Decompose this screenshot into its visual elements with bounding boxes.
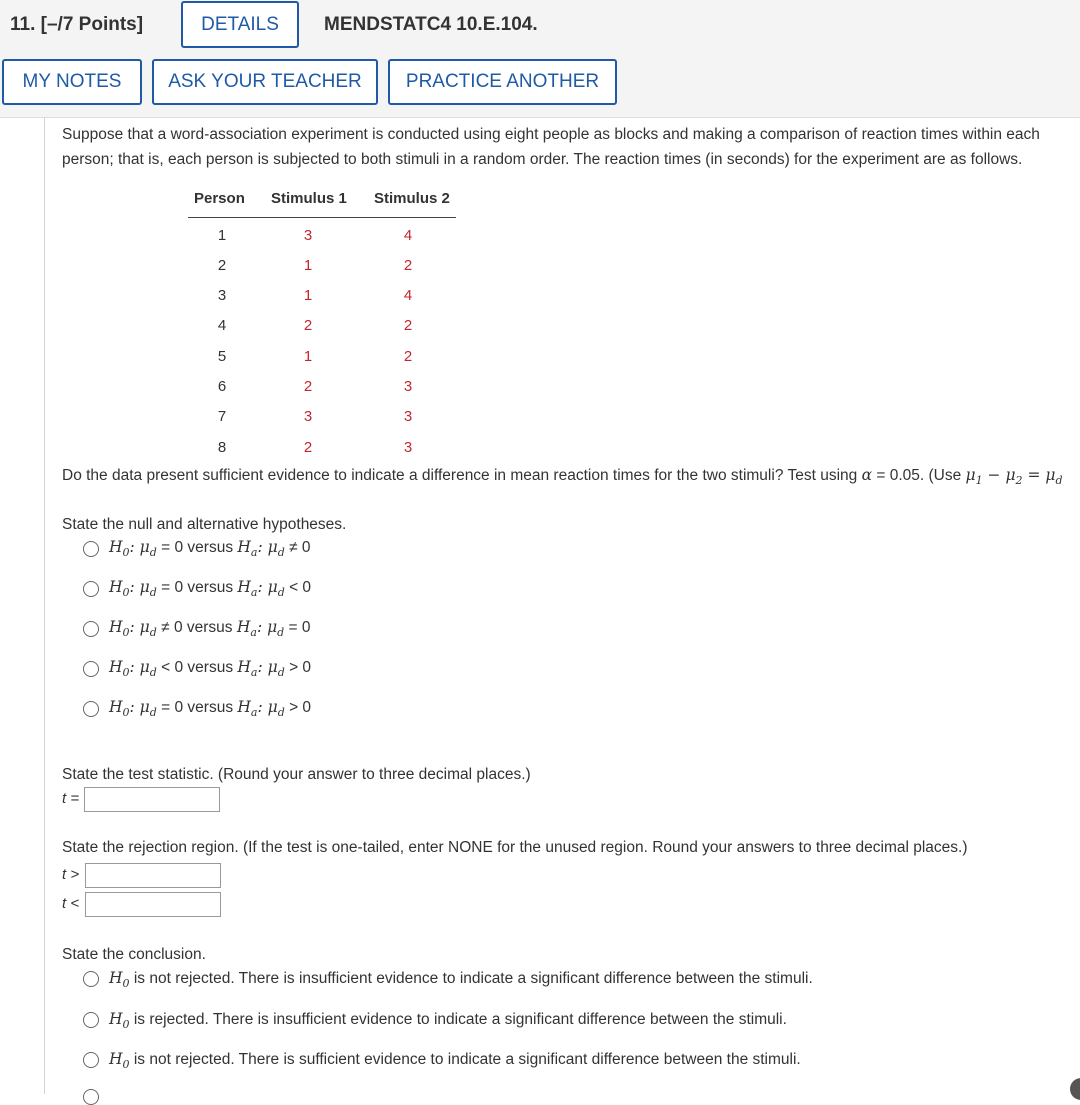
rejection-region-prompt: State the rejection region. (If the test is one-tailed, enter NONE for the unused region. Round your answers to three decimal places.): [62, 839, 968, 856]
hypothesis-option-1[interactable]: $H_0$: $\mu_d = 0$ versus $H_a$: $\mu_d \ne 0$: [109, 538, 311, 560]
hypotheses-prompt: State the null and alternative hypotheses.: [62, 516, 347, 533]
stimulus-2-cell: 2: [403, 317, 413, 334]
stimulus-2-cell: 4: [403, 227, 413, 244]
stimulus-1-cell: 1: [303, 257, 313, 274]
person-cell: 2: [217, 257, 227, 274]
question-header: [0, 0, 1080, 118]
hypothesis-radio-4[interactable]: [83, 661, 99, 677]
person-cell: 7: [217, 408, 227, 425]
t-greater-label: t >: [62, 866, 80, 883]
my-notes-button[interactable]: MY NOTES: [2, 59, 142, 105]
header-stimulus-1: Stimulus 1: [271, 190, 347, 207]
hypothesis-option-3[interactable]: $H_0$: $\mu_d \ne 0$ versus $H_a$: $\mu_d = 0$: [109, 618, 311, 640]
conclusion-option-3[interactable]: $H_0$ is not rejected. There is sufficient evidence to indicate a significant difference between the stimuli.: [109, 1050, 801, 1072]
test-question: Do the data present sufficient evidence to indicate a difference in mean reaction times for the two stimuli? Test using α = 0.05. (Use $\mu_1 - \mu_2 = \mu_d$: [62, 466, 1063, 488]
conclusion-radio-2[interactable]: [83, 1012, 99, 1028]
stimulus-1-cell: 2: [303, 378, 313, 395]
person-cell: 8: [217, 439, 227, 456]
hypothesis-radio-1[interactable]: [83, 541, 99, 557]
conclusion-radio-4[interactable]: [83, 1089, 99, 1105]
stimulus-2-cell: 3: [403, 439, 413, 456]
hypothesis-option-2[interactable]: $H_0$: $\mu_d = 0$ versus $H_a$: $\mu_d < 0$: [109, 578, 312, 600]
rejection-upper-input[interactable]: [85, 863, 221, 888]
rejection-lower-input[interactable]: [85, 892, 221, 917]
hypothesis-option-5[interactable]: $H_0$: $\mu_d = 0$ versus $H_a$: $\mu_d > 0$: [109, 698, 312, 720]
details-button[interactable]: DETAILS: [181, 1, 299, 48]
stimulus-2-cell: 3: [403, 408, 413, 425]
header-person: Person: [194, 190, 245, 207]
stimulus-1-cell: 2: [303, 317, 313, 334]
person-cell: 3: [217, 287, 227, 304]
conclusion-option-1[interactable]: $H_0$ is not rejected. There is insufficient evidence to indicate a significant difference between the stimuli.: [109, 969, 813, 991]
test-statistic-prompt: State the test statistic. (Round your answer to three decimal places.): [62, 766, 531, 783]
practice-another-button[interactable]: PRACTICE ANOTHER: [388, 59, 617, 105]
conclusion-option-2[interactable]: $H_0$ is rejected. There is insufficient evidence to indicate a significant difference between the stimuli.: [109, 1010, 787, 1032]
stimulus-2-cell: 4: [403, 287, 413, 304]
test-statistic-input[interactable]: [84, 787, 220, 812]
hypothesis-radio-5[interactable]: [83, 701, 99, 717]
hypothesis-radio-2[interactable]: [83, 581, 99, 597]
stimulus-1-cell: 3: [303, 227, 313, 244]
conclusion-radio-3[interactable]: [83, 1052, 99, 1068]
stimulus-2-cell: 3: [403, 378, 413, 395]
conclusion-radio-1[interactable]: [83, 971, 99, 987]
stimulus-1-cell: 3: [303, 408, 313, 425]
stimulus-1-cell: 1: [303, 348, 313, 365]
person-cell: 1: [217, 227, 227, 244]
scroll-handle[interactable]: [1070, 1078, 1080, 1100]
conclusion-prompt: State the conclusion.: [62, 946, 206, 963]
stimulus-2-cell: 2: [403, 348, 413, 365]
mu-difference-formula: $\mu_1 - \mu_2 = \mu_d$: [965, 466, 1063, 488]
content-divider: [44, 117, 45, 1094]
table-header-rule: [188, 217, 456, 218]
alpha-symbol: α: [861, 466, 873, 484]
t-equals-label: t =: [62, 790, 80, 807]
stimulus-2-cell: 2: [403, 257, 413, 274]
stimulus-1-cell: 1: [303, 287, 313, 304]
t-less-label: t <: [62, 895, 80, 912]
header-stimulus-2: Stimulus 2: [374, 190, 450, 207]
person-cell: 4: [217, 317, 227, 334]
person-cell: 6: [217, 378, 227, 395]
problem-intro: Suppose that a word-association experiment is conducted using eight people as blocks and making a comparison of reaction times within each person; that is, each person is subjected to both stimuli in a random order. The reaction times (in seconds) for the experiment are as follows.: [62, 126, 1040, 168]
problem-code: MENDSTATC4 10.E.104.: [324, 14, 538, 35]
hypothesis-radio-3[interactable]: [83, 621, 99, 637]
question-number: 11. [–/7 Points]: [10, 14, 144, 35]
stimulus-1-cell: 2: [303, 439, 313, 456]
hypothesis-option-4[interactable]: $H_0$: $\mu_d < 0$ versus $H_a$: $\mu_d > 0$: [109, 658, 312, 680]
ask-teacher-button[interactable]: ASK YOUR TEACHER: [152, 59, 378, 105]
person-cell: 5: [217, 348, 227, 365]
